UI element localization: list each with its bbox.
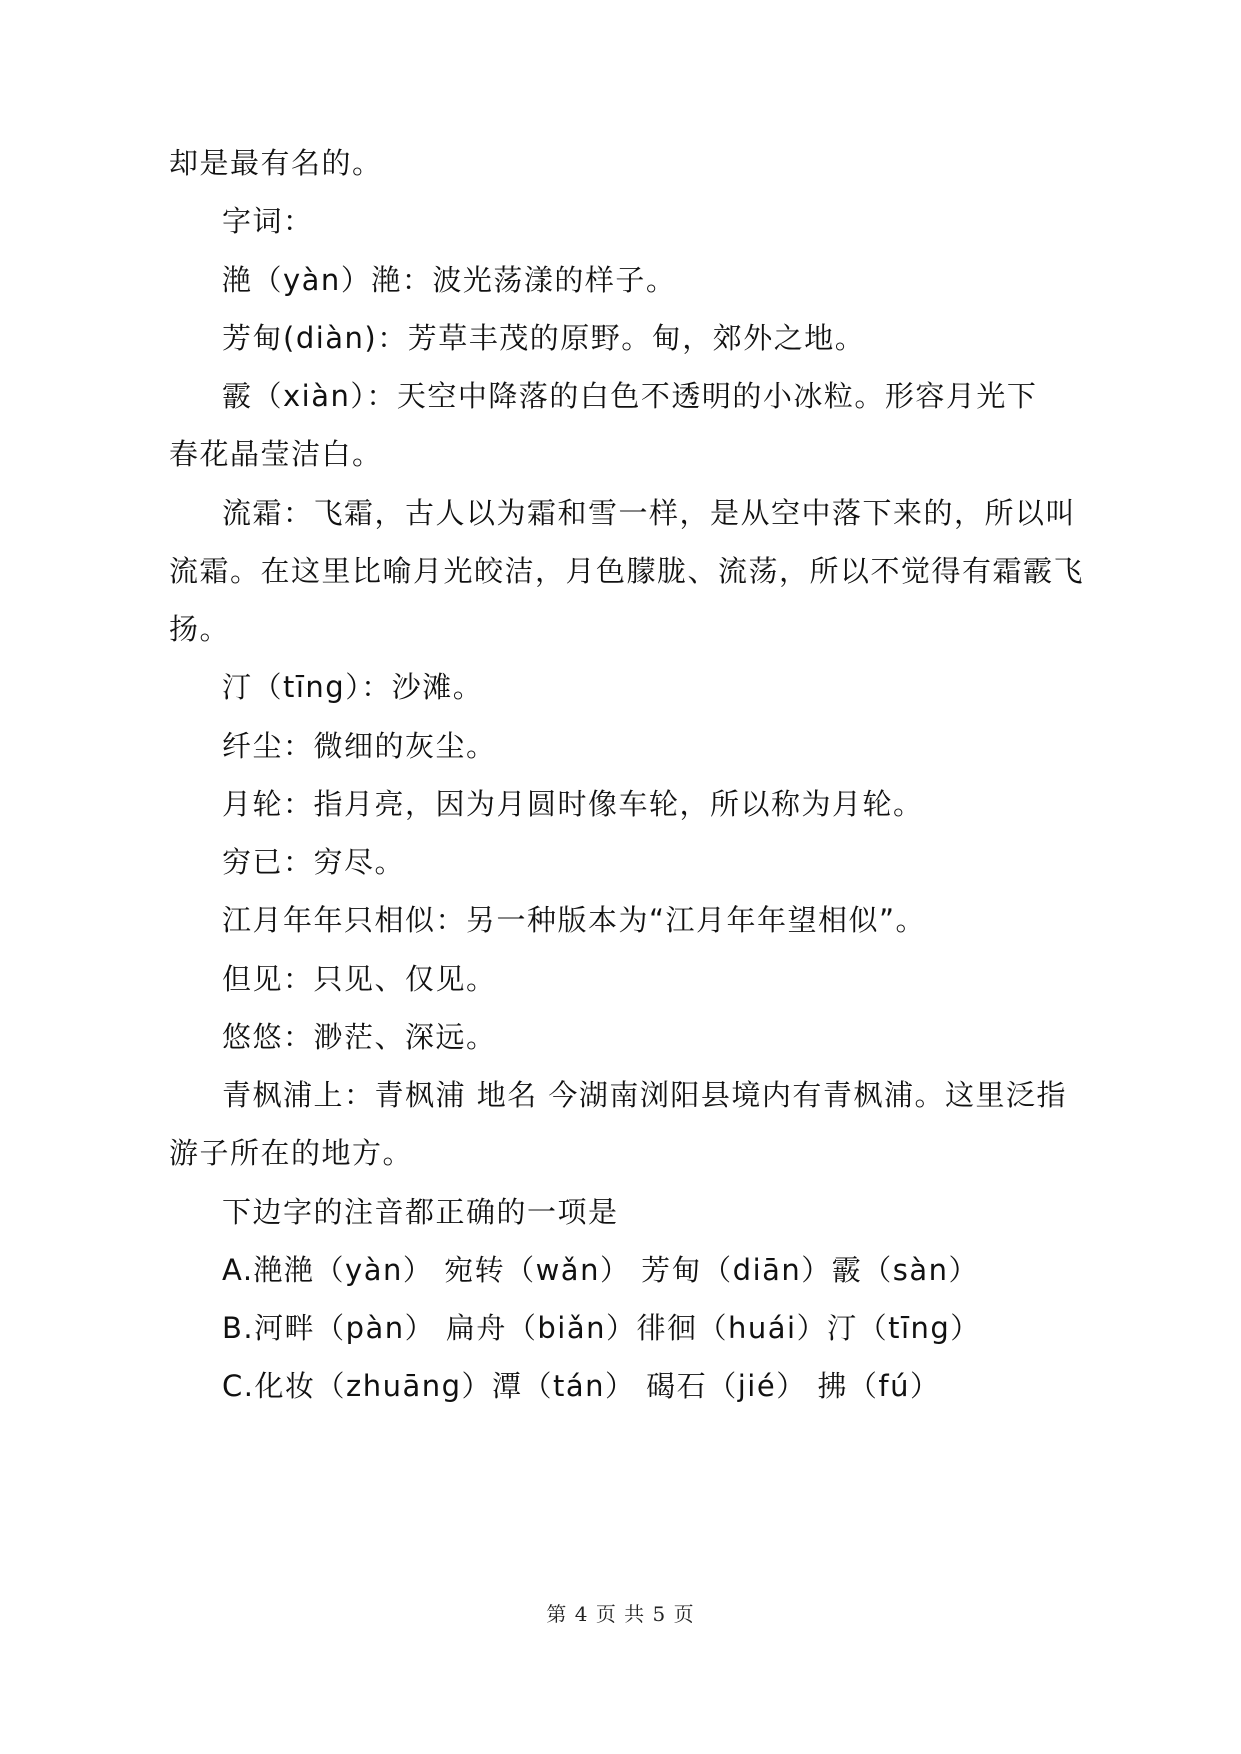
text-line: 滟（yàn）滟：波光荡漾的样子。 [222, 263, 677, 297]
page-footer: 第 4 页 共 5 页 [546, 1602, 695, 1626]
text-line: 但见：只见、仅见。 [222, 962, 497, 996]
text-line: 春花晶莹洁白。 [169, 437, 383, 471]
text-line: 却是最有名的。 [169, 146, 383, 180]
text-line: 月轮：指月亮，因为月圆时像车轮，所以称为月轮。 [222, 787, 924, 821]
section-heading: 字词： [222, 204, 314, 238]
text-line: 扬。 [169, 612, 231, 646]
text-line: 江月年年只相似：另一种版本为“江月年年望相似”。 [222, 903, 927, 937]
text-line: 游子所在的地方。 [169, 1136, 414, 1170]
option-a: A.滟滟（yàn） 宛转（wǎn） 芳甸（diān）霰（sàn） [222, 1253, 980, 1287]
text-line: 纤尘：微细的灰尘。 [222, 729, 497, 763]
option-c: C.化妆（zhuāng）潭（tán） 碣石（jié） 拂（fú） [222, 1369, 941, 1403]
question-stem: 下边字的注音都正确的一项是 [222, 1195, 619, 1229]
text-line: 穷已：穷尽。 [222, 845, 406, 879]
text-line: 悠悠：渺茫、深远。 [222, 1020, 497, 1054]
text-line: 流霜：飞霜，古人以为霜和雪一样，是从空中落下来的，所以叫 [222, 496, 1077, 530]
text-line: 汀（tīng）：沙滩。 [222, 670, 484, 704]
text-line: 青枫浦上：青枫浦 地名 今湖南浏阳县境内有青枫浦。这里泛指 [222, 1078, 1067, 1112]
option-b: B.河畔（pàn） 扁舟（biǎn）徘徊（huái）汀（tīng） [222, 1311, 981, 1345]
text-line: 流霜。在这里比喻月光皎洁，月色朦胧、流荡，所以不觉得有霜霰飞 [169, 554, 1085, 588]
text-line: 霰（xiàn）：天空中降落的白色不透明的小冰粒。形容月光下 [222, 379, 1038, 413]
text-line: 芳甸(diàn)：芳草丰茂的原野。甸，郊外之地。 [222, 321, 866, 355]
